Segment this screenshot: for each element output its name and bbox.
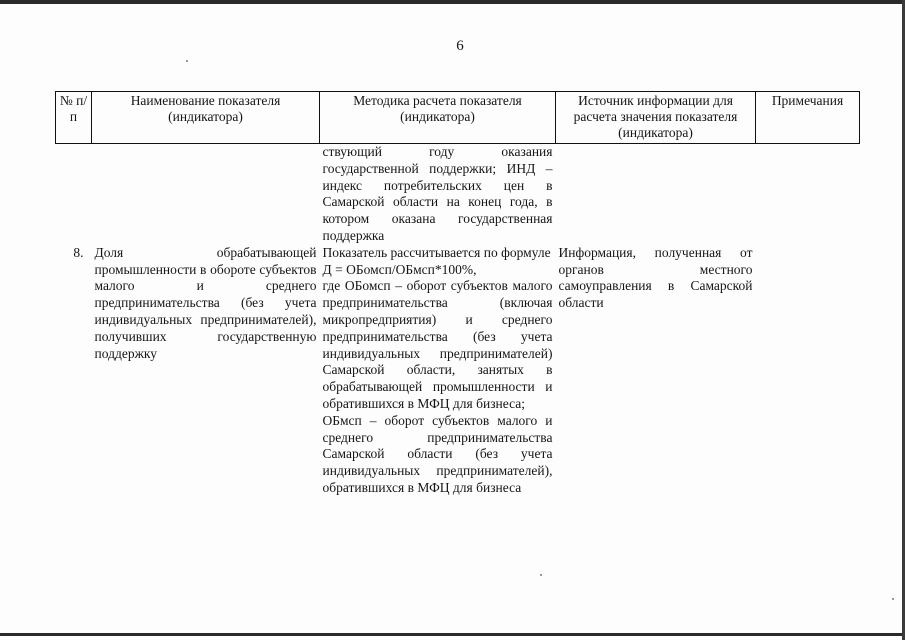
scan-top-edge (0, 0, 905, 4)
row8-num: 8. (73, 244, 84, 260)
header-num: № п/п (56, 92, 92, 144)
table-header-row (56, 92, 860, 144)
scan-speck (186, 60, 188, 62)
scan-bottom-edge (0, 633, 905, 636)
header-notes: Примечания (756, 92, 860, 144)
header-source: Источник информации для расчета значения показателя (индикатора) (556, 92, 756, 144)
indicators-table (55, 91, 860, 497)
table-row-continued (56, 144, 860, 245)
scan-speck (540, 574, 542, 576)
row8-name: Доля обрабатывающей промышленности в обороте субъектов малого и среднего предпринимательства (без учета индивидуальных предпринимателей), получивших государственную поддержку (94, 244, 317, 361)
row8-source: Информация, полученная от органов местного самоуправления в Самарской области (558, 244, 753, 311)
row8-notes (756, 245, 860, 497)
header-method: Методика расчета показателя (индикатора) (320, 92, 556, 144)
scan-speck (892, 598, 894, 600)
row8-method-where: где ОБомсп – оборот субъектов малого предпринимательства (включая микропредприятия) и среднего предпринимательства (без учета индивидуальных предпринимателей) Самарской области, занятых в обрабатывающей промышленности и обратившихся в МФЦ для бизнеса; (322, 278, 553, 411)
row8-method-intro: Показатель рассчитывается по формуле (322, 244, 551, 260)
page-number: 6 (456, 38, 464, 54)
row8-formula: Д = ОБомсп/ОБмсп*100%, (322, 261, 477, 277)
row8-method-where2: ОБмсп – оборот субъектов малого и среднего предпринимательства Самарской области (без учета индивидуальных предпринимателей), обратившихся в МФЦ для бизнеса (322, 412, 553, 495)
table-row-8 (56, 245, 860, 497)
continued-method: ствующий году оказания государственной поддержки; ИНД – индекс потребительских цен в Самарской области на конец года, в котором оказана государственная поддержка (322, 144, 553, 243)
row8-method (320, 245, 556, 497)
header-name: Наименование показателя (индикатора) (92, 92, 320, 144)
